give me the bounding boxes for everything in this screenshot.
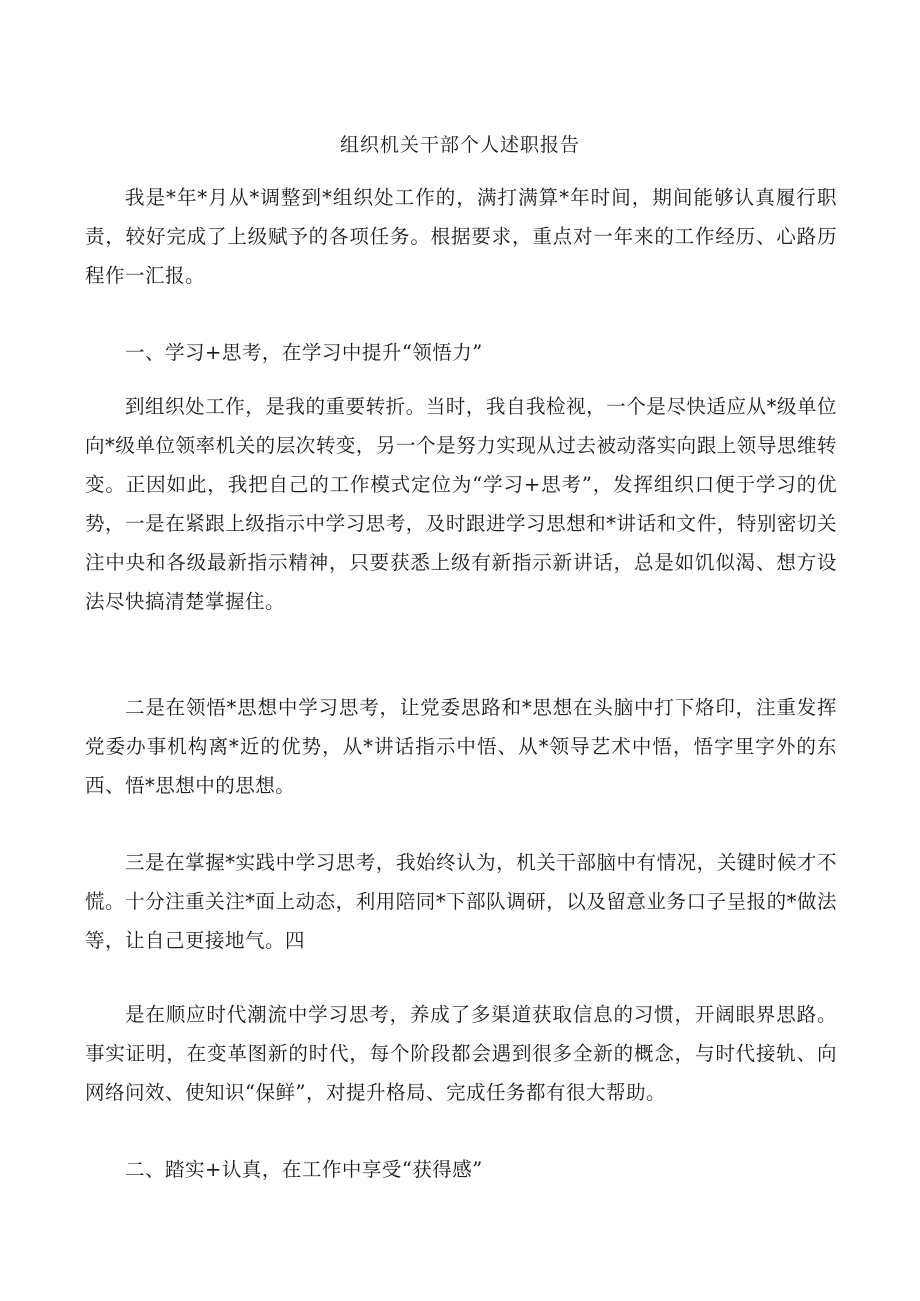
paragraph-3: 三是在掌握*实践中学习思考，我始终认为，机关干部脑中有情况，关键时候才不慌。十分注重关注*面上动态，利用陪同*下部队调研，以及留意业务口子呈报的*做法等，让自己更接地气。四 [85, 851, 837, 952]
document-title: 组织机关干部个人述职报告 [339, 134, 580, 156]
paragraph-intro: 我是*年*月从*调整到*组织处工作的，满打满算*年时间，期间能够认真履行职责，较好完成了上级赋予的各项任务。根据要求，重点对一年来的工作经历、心路历程作一汇报。 [85, 186, 837, 287]
paragraph-2: 二是在领悟*思想中学习思考，让党委思路和*思想在头脑中打下烙印，注重发挥党委办事机构离*近的优势，从*讲话指示中悟、从*领导艺术中悟，悟字里字外的东西、悟*思想中的思想。 [85, 696, 837, 797]
section-heading-2: 二、踏实+认真，在工作中享受“获得感” [125, 1158, 483, 1181]
paragraph-4: 是在顺应时代潮流中学习思考，养成了多渠道获取信息的习惯，开阔眼界思路。事实证明，在变革图新的时代，每个阶段都会遇到很多全新的概念，与时代接轨、向网络问效、使知识“保鲜”，对提升格局、完成任务都有很大帮助。 [85, 1003, 837, 1104]
paragraph-1: 到组织处工作，是我的重要转折。当时，我自我检视，一个是尽快适应从*级单位向*级单位领率机关的层次转变，另一个是努力实现从过去被动落实向跟上领导思维转变。正因如此，我把自己的工作模式定位为“学习+思考”，发挥组织口便于学习的优势，一是在紧跟上级指示中学习思考，及时跟进学习思想和*讲话和文件，特别密切关注中央和各级最新指示精神，只要获悉上级有新指示新讲话，总是如饥似渴、想方设法尽快搞清楚掌握住。 [85, 395, 837, 613]
section-heading-1: 一、学习+思考，在学习中提升“领悟力” [125, 341, 483, 364]
